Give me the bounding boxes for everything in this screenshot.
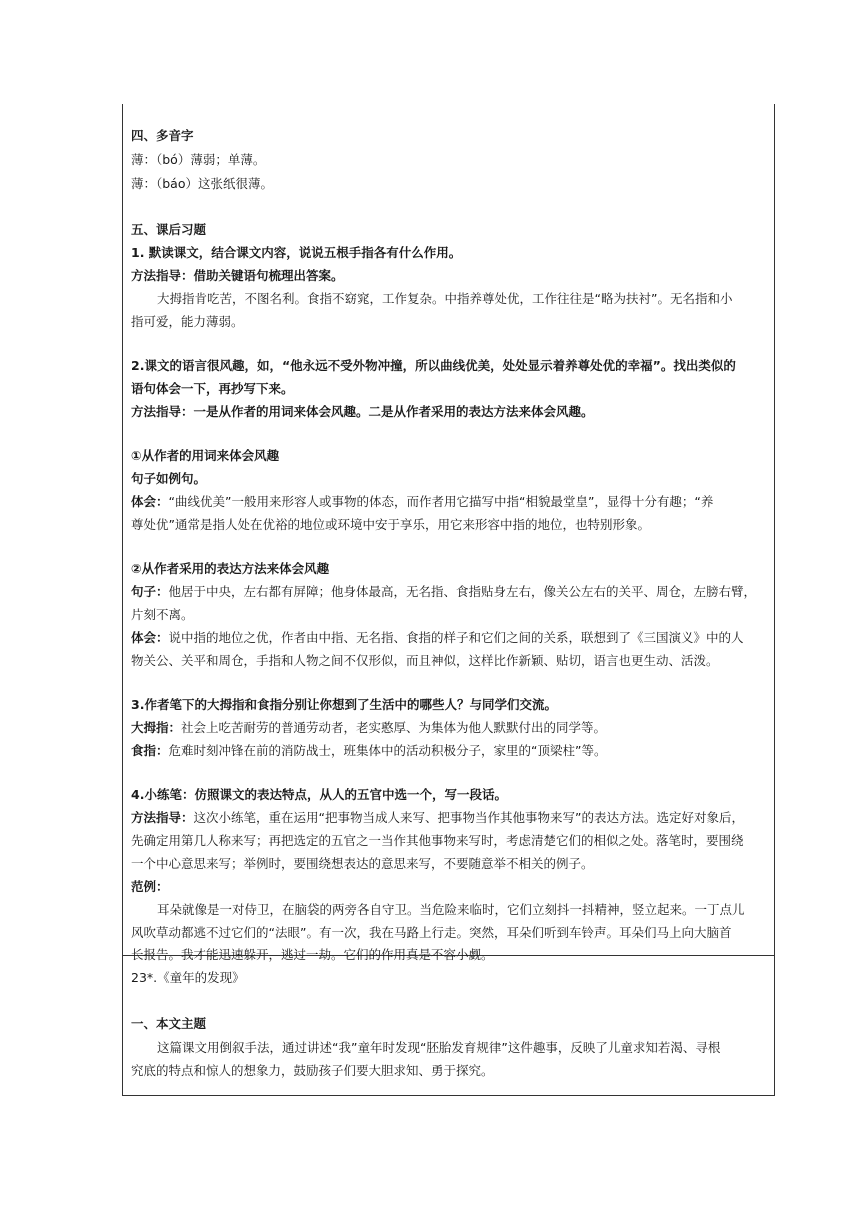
lesson-title: 23*.《童年的发现》 xyxy=(131,970,245,985)
reflection-text: “曲线优美”一般用来形容人或事物的体态，而作者用它描写中指“相貌最堂皇”，显得十分有趣；“养 xyxy=(168,494,714,509)
question-3: 3.作者笔下的大拇指和食指分别让你想到了生活中的哪些人？与同学们交流。 xyxy=(131,697,557,712)
sentence-label: 句子： xyxy=(131,584,169,599)
table-cell-lesson23 xyxy=(131,0,768,1096)
reflection-label: 体会： xyxy=(131,494,169,509)
thumb-label: 大拇指： xyxy=(131,720,182,735)
example-line: 风吹草动都逃不过它们的“法眼”。有一次，我在马路上行走。突然，耳朵们听到车铃声。耳朵们马上向大脑首 xyxy=(131,925,732,940)
method-text: 这次小练笔，重在运用“把事物当成人来写、把事物当作其他事物来写”的表达方法。选定好对象后， xyxy=(193,810,744,825)
method-cont: 先确定用第几人称来写；再把选定的五官之一当作其他事物来写时，考虑清楚它们的相似之处。落笔时，要围绕 xyxy=(131,833,744,848)
method-guide: 方法指导：一是从作者的用词来体会风趣。二是从作者采用的表达方法来体会风趣。 xyxy=(131,404,594,419)
question-4: 4.小练笔：仿照课文的表达特点，从人的五官中选一个，写一段话。 xyxy=(131,787,507,802)
sentence-example: 句子如例句。 xyxy=(131,471,207,486)
method-label: 方法指导： xyxy=(131,810,194,825)
thumb-text: 社会上吃苦耐劳的普通劳动者，老实憨厚、为集体为他人默默付出的同学等。 xyxy=(181,720,607,735)
theme-line: 这篇课文用倒叙手法，通过讲述“我”童年时发现“胚胎发育规律”这件趣事，反映了儿童求知若渴、寻根 xyxy=(157,1040,721,1055)
question-1: 1. 默读课文，结合课文内容，说说五根手指各有什么作用。 xyxy=(131,245,462,260)
example-line: 耳朵就像是一对侍卫，在脑袋的两旁各自守卫。当危险来临时，它们立刻抖一抖精神，竖立起来。一丁点儿 xyxy=(157,902,745,917)
sentence-text: 他居于中央，左右都有屏障；他身体最高，无名指、食指贴身左右，像关公左右的关平、周仓，左膀右臂， xyxy=(168,584,757,599)
reflection-cont: 物关公、关平和周仓，手指和人物之间不仅形似，而且神似，这样比作新颖、贴切，语言也更生动、活泼。 xyxy=(131,653,719,668)
method-cont: 一个中心意思来写；举例时，要围绕想表达的意思来写，不要随意举不相关的例子。 xyxy=(131,856,594,871)
section-heading-exercises: 五、课后习题 xyxy=(131,222,207,237)
reflection-cont: 尊处优”通常是指人处在优裕的地位或环境中安于享乐，用它来形容中指的地位，也特别形象。 xyxy=(131,517,650,532)
theme-heading: 一、本文主题 xyxy=(131,1016,207,1031)
sentence-cont: 片刻不离。 xyxy=(131,607,194,622)
example-line: 长报告。我才能迅速躲开，逃过一劫。它们的作用真是不容小觑。 xyxy=(131,947,494,962)
answer-line: 大拇指肯吃苦，不图名利。食指不窈窕，工作复杂。中指养尊处优，工作往往是“略为扶衬”。无名指和小 xyxy=(157,291,733,306)
answer-line: 指可爱，能力薄弱。 xyxy=(131,314,244,329)
method-label: 方法指导： xyxy=(131,268,194,283)
index-text: 危难时刻冲锋在前的消防战士，班集体中的活动积极分子，家里的“顶梁柱”等。 xyxy=(168,743,607,758)
subheading-word-choice: ①从作者的用词来体会风趣 xyxy=(131,448,280,463)
question-2-cont: 语句体会一下，再抄写下来。 xyxy=(131,381,294,396)
reflection-text: 说中指的地位之优，作者由中指、无名指、食指的样子和它们之间的关系，联想到了《三国演义》中的人 xyxy=(168,630,744,645)
example-label: 范例： xyxy=(131,879,169,894)
index-label: 食指： xyxy=(131,743,169,758)
reflection-label: 体会： xyxy=(131,630,169,645)
method-text: 借助关键语句梳理出答案。 xyxy=(193,268,344,283)
polyphone-line: 薄：（báo）这张纸很薄。 xyxy=(131,176,273,191)
question-2: 2.课文的语言很风趣，如，“他永远不受外物冲撞，所以曲线优美，处处显示着养尊处优的幸福”。找出类似的 xyxy=(131,358,736,373)
subheading-expression: ②从作者采用的表达方法来体会风趣 xyxy=(131,561,330,576)
section-heading-polyphones: 四、多音字 xyxy=(131,128,194,143)
theme-line: 究底的特点和惊人的想象力，鼓励孩子们要大胆求知、勇于探究。 xyxy=(131,1063,494,1078)
polyphone-line: 薄：（bó）薄弱；单薄。 xyxy=(131,152,266,167)
